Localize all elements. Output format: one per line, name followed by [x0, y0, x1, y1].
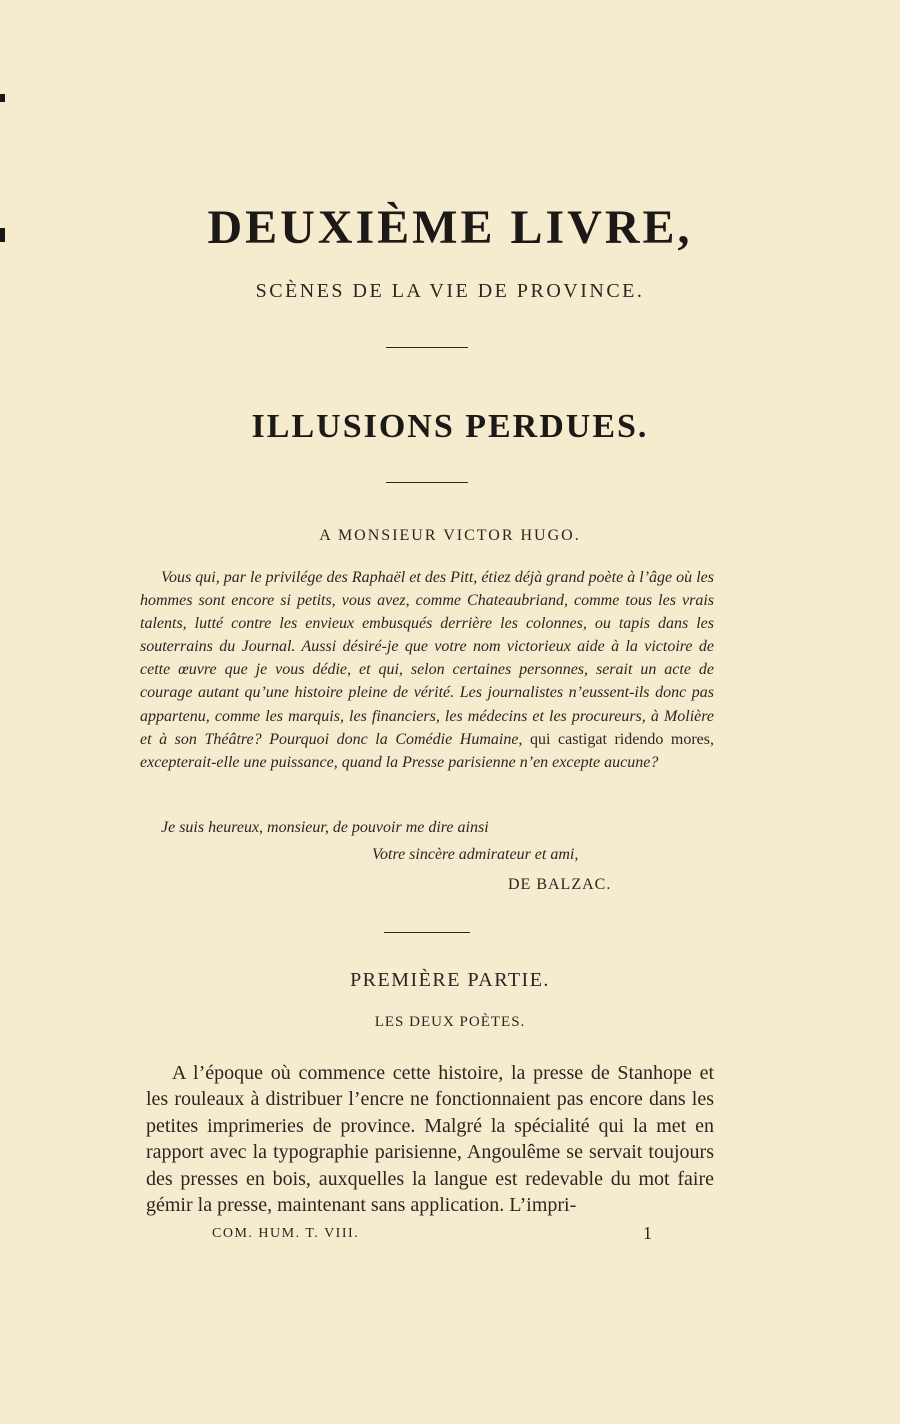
- latin-phrase: qui castigat ridendo mores: [530, 730, 711, 748]
- author-signature: DE BALZAC.: [508, 876, 612, 893]
- part-title: PREMIÈRE PARTIE.: [350, 969, 550, 991]
- book-title: DEUXIÈME LIVRE,: [207, 201, 693, 254]
- dedicatee: A MONSIEUR VICTOR HUGO.: [319, 527, 581, 544]
- binding-mark: [0, 94, 5, 102]
- dedication-text-part: Vous qui, par le privilége des Raphaël et des Pitt, étiez déjà grand poète à l’âge où les hommes sont encore si petits, vous avez, comme Chateaubriand, comme tous les vrais talents, lutté contre les envieux embusqués derrière les colonnes, ou tapis dans les souterrains du Journal. Aussi désiré-je que votre nom victorieux aide à la victoire de cette œuvre que je vous dédie, et qui, selon certaines personnes, serait un acte de courage autant qu’une histoire pleine de vérité. Les journalistes n’eussent-ils donc pas appartenu, comme les marquis, les financiers, les médecins et les procureurs, à Molière et à son Théâtre? Pourquoi donc la Comédie Humaine,: [140, 569, 714, 748]
- work-title: ILLUSIONS PERDUES.: [251, 408, 649, 445]
- chapter-title: LES DEUX POÈTES.: [374, 1014, 526, 1030]
- footer-signature-mark: COM. HUM. T. VIII.: [212, 1226, 360, 1241]
- dedication-text-part: , excepterait-elle une puissance, quand la Presse parisienne n’en excepte aucune?: [140, 730, 715, 771]
- body-paragraph: A l’époque où commence cette histoire, la presse de Stanhope et les rouleaux à distribuer l’encre ne fonctionnaient pas encore dans les petites imprimeries de province. Malgré la spécialité qui la met en rapport avec la typographie parisienne, Angoulême se servait toujours des presses en bois, auxquelles la langue est redevable du mot faire gémir la presse, maintenant sans application. L’impri-: [146, 1062, 714, 1217]
- dedication-text: [140, 566, 714, 774]
- divider-rule: [384, 932, 470, 933]
- dedication-closing: Je suis heureux, monsieur, de pouvoir me dire ainsi: [161, 819, 489, 836]
- divider-rule: [386, 347, 468, 348]
- dedication-salutation: Votre sincère admirateur et ami,: [372, 846, 579, 863]
- divider-rule: [386, 482, 468, 483]
- page-number: 1: [643, 1223, 652, 1243]
- series-subtitle: SCÈNES DE LA VIE DE PROVINCE.: [255, 280, 645, 302]
